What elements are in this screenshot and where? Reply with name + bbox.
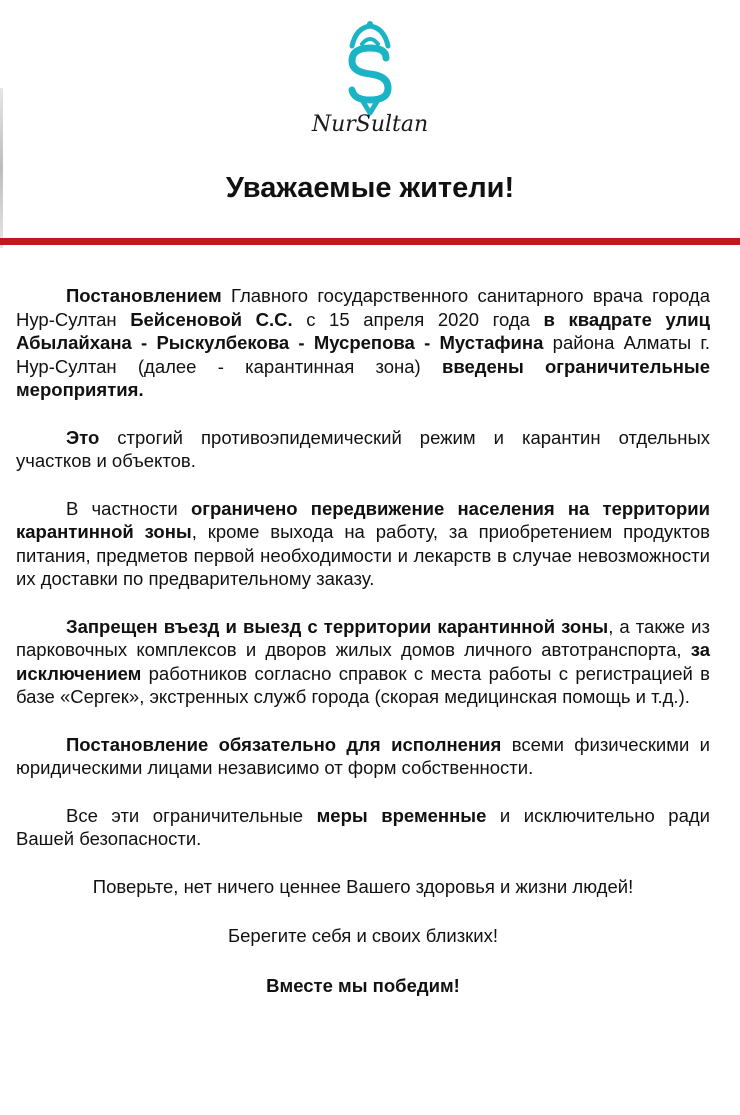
page-title: Уважаемые жители! <box>225 172 515 204</box>
paragraph-movement: В частности ограничено передвижение населения на территории карантинной зоны, кроме выхода на работу, за приобретением продуктов питания, предметов первой необходимости и лекарств в случае невозможности их доставки по предварительному заказу. <box>16 497 710 589</box>
paragraph-mandatory: Постановление обязательно для исполнения всеми физическими и юридическими лицами независимо от форм собственности. <box>16 733 711 778</box>
announcement-body <box>16 284 710 1023</box>
paragraph-temporary: Все эти ограничительные меры временные и исключительно ради Вашей безопасности. <box>16 804 710 849</box>
paragraph-regime: Это строгий противоэпидемический режим и карантин отдельных участков и объектов. <box>16 426 710 471</box>
paragraph-resolution: Постановлением Главного государственного санитарного врача города Нур-Султан Бейсеновой С.С. с 15 апреля 2020 года в квадрате улиц Абылайхана - Рыскулбекова - Мусрепова - Мустафина района Алматы г. Нур-Султан (далее - карантинная зона) введены ограничительные мероприятия. <box>16 285 711 400</box>
nursultan-logo <box>300 16 440 146</box>
page-edge-shadow <box>0 88 3 248</box>
logo-wordmark: NurSultan <box>311 112 429 137</box>
paragraph-health: Поверьте, нет ничего ценнее Вашего здоровья и жизни людей! <box>92 875 634 897</box>
paragraph-care: Берегите себя и своих близких! <box>227 925 498 946</box>
paragraph-entry-ban: Запрещен въезд и выезд с территории карантинной зоны, а также из парковочных комплексов и дворов жилых домов личного автотранспорта, за исключением работников согласно справок с места работы с регистрацией в базе «Сергек», экстренных служб города (скорая медицинская помощь и т.д.). <box>16 615 710 707</box>
paragraph-closing: Вместе мы победим! <box>266 974 460 996</box>
nursultan-emblem-icon <box>300 16 440 116</box>
red-divider <box>0 238 740 245</box>
